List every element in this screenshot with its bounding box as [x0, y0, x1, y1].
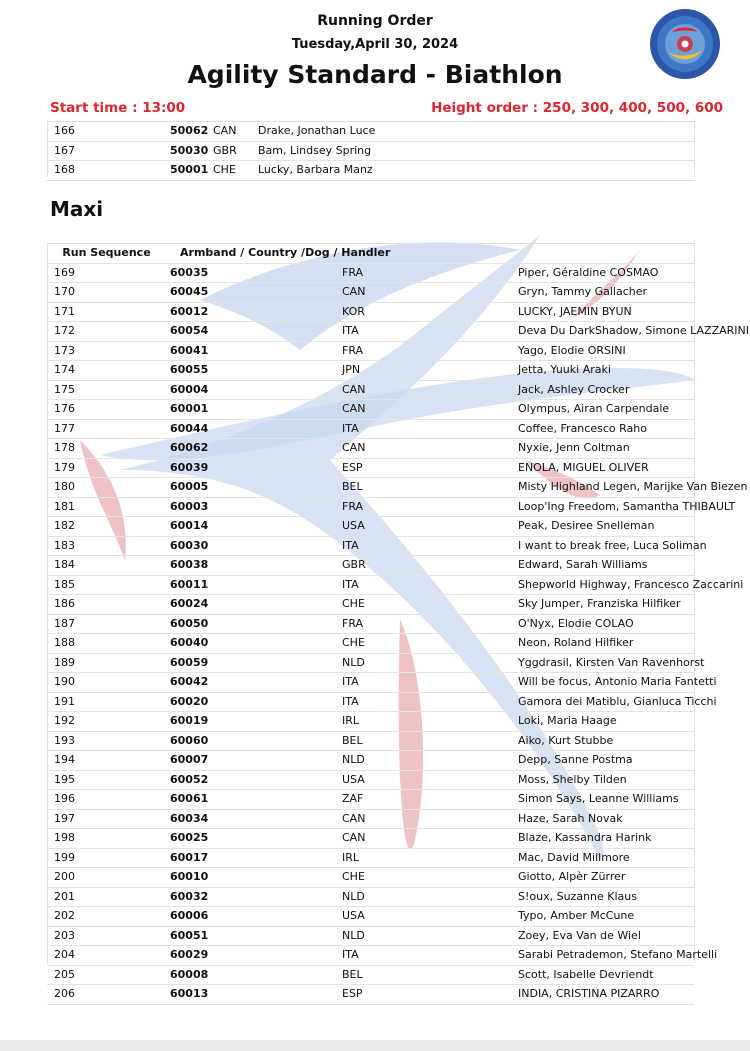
country-code: CHE: [342, 870, 365, 883]
run-sequence: 181: [54, 499, 75, 513]
armband-number: 60060: [170, 733, 209, 747]
country-code: CAN: [213, 124, 237, 137]
table-row: [47, 907, 694, 927]
armband-number: 60019: [170, 714, 209, 727]
armband-number: 50001: [170, 163, 209, 176]
dog-handler: Gamora dei Matiblu, Gianluca Ticchi: [518, 694, 717, 708]
dog-handler: ENOLA, MIGUEL OLIVER: [518, 460, 649, 474]
armband-number: 60010: [170, 870, 209, 883]
run-sequence: 202: [54, 909, 75, 922]
dog-handler: Typo, Amber McCune: [518, 909, 635, 922]
dog-handler: Simon Says, Leanne Williams: [518, 792, 679, 805]
country-code: ITA: [342, 694, 359, 708]
table-row: [47, 419, 694, 439]
dog-handler: I want to break free, Luca Soliman: [518, 538, 707, 552]
country-code: CHE: [213, 163, 236, 176]
country-code: FRA: [342, 343, 364, 357]
dog-handler: Scott, Isabelle Devriendt: [518, 967, 654, 981]
armband-number: 60051: [170, 928, 209, 942]
armband-number: 60005: [170, 480, 209, 493]
dog-handler: Loki, Maria Haage: [518, 714, 617, 727]
armband-number: 60004: [170, 382, 209, 396]
run-sequence: 171: [54, 304, 75, 318]
armband-number: 60062: [170, 441, 209, 454]
table-row: [47, 673, 694, 693]
table-row: [47, 770, 694, 790]
country-code: BEL: [342, 733, 363, 747]
armband-number: 60006: [170, 909, 209, 922]
dog-handler: Coffee, Francesco Raho: [518, 421, 647, 435]
table-row: [47, 122, 694, 142]
run-sequence: 193: [54, 733, 75, 747]
armband-number: 60042: [170, 675, 209, 688]
dog-handler: Giotto, Alpèr Zürrer: [518, 870, 626, 883]
armband-number: 60012: [170, 304, 209, 318]
country-code: IRL: [342, 850, 360, 864]
run-sequence: 192: [54, 714, 75, 727]
country-code: KOR: [342, 304, 365, 318]
run-sequence: 180: [54, 480, 75, 493]
table-row: [47, 517, 694, 537]
table-row: [47, 809, 694, 829]
run-sequence: 201: [54, 889, 75, 903]
country-code: JPN: [342, 363, 361, 376]
armband-number: 60061: [170, 792, 209, 805]
run-sequence: 169: [54, 265, 75, 279]
armband-number: 60055: [170, 363, 209, 376]
armband-number: 60032: [170, 889, 209, 903]
country-code: CAN: [342, 402, 366, 415]
run-sequence: 186: [54, 597, 75, 610]
country-code: ITA: [342, 538, 359, 552]
country-code: USA: [342, 909, 365, 922]
dog-handler: Bam, Lindsey Spring: [258, 143, 372, 157]
dog-handler: INDIA, CRISTINA PIZARRO: [518, 987, 660, 1000]
run-sequence: 172: [54, 324, 75, 337]
armband-number: 60059: [170, 655, 209, 669]
armband-number: 60045: [170, 285, 209, 298]
country-code: CAN: [342, 831, 366, 844]
country-code: NLD: [342, 655, 365, 669]
dog-handler: Yggdrasil, Kirsten Van Ravenhorst: [518, 655, 705, 669]
table-row: [47, 283, 694, 303]
armband-number: 50030: [170, 143, 209, 157]
table-row: [47, 985, 694, 1005]
table-row: [47, 263, 694, 283]
column-header-details: Armband / Country /Dog / Handler: [180, 246, 391, 259]
dog-handler: Olympus, Airan Carpendale: [518, 402, 670, 415]
table-row: [47, 946, 694, 966]
run-sequence: 187: [54, 616, 75, 630]
dog-handler: Peak, Desiree Snelleman: [518, 519, 655, 532]
dog-handler: Misty Highland Legen, Marijke Van Biezen: [518, 480, 748, 493]
country-code: USA: [342, 772, 365, 786]
armband-number: 60035: [170, 265, 209, 279]
table-header-row: [47, 244, 694, 264]
armband-number: 60008: [170, 967, 209, 981]
country-code: ESP: [342, 987, 363, 1000]
dog-handler: Shepworld Highway, Francesco Zaccarini: [518, 577, 744, 591]
run-sequence: 184: [54, 558, 75, 571]
table-row: [47, 400, 694, 420]
event-date: Tuesday,April 30, 2024: [291, 37, 459, 52]
dog-handler: Sky Jumper, Franziska Hilfiker: [518, 597, 681, 610]
run-sequence: 190: [54, 675, 75, 688]
run-sequence: 199: [54, 850, 75, 864]
country-code: USA: [342, 519, 365, 532]
armband-number: 50062: [170, 124, 209, 137]
dog-handler: Edward, Sarah Williams: [518, 558, 648, 571]
armband-number: 60029: [170, 948, 209, 961]
run-sequence: 168: [54, 163, 75, 176]
country-code: FRA: [342, 499, 364, 513]
country-code: ITA: [342, 324, 359, 337]
run-sequence: 198: [54, 831, 75, 844]
run-sequence: 188: [54, 636, 75, 649]
country-code: ITA: [342, 577, 359, 591]
table-row: [47, 731, 694, 751]
table-row: [47, 595, 694, 615]
country-code: GBR: [213, 143, 237, 157]
armband-number: 60020: [170, 694, 209, 708]
armband-number: 60040: [170, 636, 209, 649]
previous-class-table: [47, 121, 694, 181]
country-code: CAN: [342, 382, 366, 396]
dog-handler: Drake, Jonathan Luce: [258, 124, 376, 137]
armband-number: 60014: [170, 519, 209, 532]
dog-handler: Sarabi Petrademon, Stefano Martelli: [518, 948, 718, 961]
dog-handler: Haze, Sarah Novak: [518, 811, 623, 825]
table-row: [47, 161, 694, 181]
country-code: CHE: [342, 597, 365, 610]
dog-handler: O'Nyx, Elodie COLAO: [518, 616, 634, 630]
country-code: ESP: [342, 460, 363, 474]
table-row: [47, 887, 694, 907]
run-sequence: 182: [54, 519, 75, 532]
table-row: [47, 380, 694, 400]
dog-handler: Yago, Elodie ORSINI: [518, 343, 626, 357]
armband-number: 60025: [170, 831, 209, 844]
armband-number: 60007: [170, 753, 209, 766]
run-sequence: 177: [54, 421, 75, 435]
country-code: NLD: [342, 889, 365, 903]
armband-number: 60041: [170, 343, 209, 357]
dog-handler: Gryn, Tammy Gallacher: [518, 285, 648, 298]
dog-handler: Will be focus, Antonio Maria Fantetti: [518, 675, 717, 688]
table-row: [47, 926, 694, 946]
section-title: Maxi: [50, 197, 104, 221]
armband-number: 60038: [170, 558, 209, 571]
armband-number: 60052: [170, 772, 209, 786]
dog-handler: Aiko, Kurt Stubbe: [518, 733, 614, 747]
country-code: CHE: [342, 636, 365, 649]
table-row: [47, 497, 694, 517]
armband-number: 60013: [170, 987, 209, 1000]
page-title: Agility Standard - Biathlon: [187, 60, 563, 89]
country-code: ITA: [342, 948, 359, 961]
dog-handler: Blaze, Kassandra Harink: [518, 831, 652, 844]
dog-handler: Neon, Roland Hilfiker: [518, 636, 634, 649]
table-row: [47, 536, 694, 556]
dog-handler: Jack, Ashley Crocker: [518, 382, 630, 396]
run-sequence: 178: [54, 441, 75, 454]
armband-number: 60024: [170, 597, 209, 610]
start-time: Start time : 13:00: [50, 100, 186, 116]
document-subtitle: Running Order: [317, 13, 433, 29]
table-row: [47, 458, 694, 478]
table-row: [47, 692, 694, 712]
dog-handler: Jetta, Yuuki Araki: [518, 363, 611, 376]
dog-handler: Nyxie, Jenn Coltman: [518, 441, 630, 454]
table-row: [47, 965, 694, 985]
run-sequence: 166: [54, 124, 75, 137]
country-code: NLD: [342, 928, 365, 942]
armband-number: 60034: [170, 811, 209, 825]
table-row: [47, 653, 694, 673]
country-code: CAN: [342, 441, 366, 454]
country-code: NLD: [342, 753, 365, 766]
dog-handler: Deva Du DarkShadow, Simone LAZZARINI: [518, 324, 750, 337]
table-row: [47, 556, 694, 576]
dog-handler: LUCKY, JAEMIN BYUN: [518, 304, 632, 318]
country-code: GBR: [342, 558, 366, 571]
country-code: FRA: [342, 616, 364, 630]
run-sequence: 204: [54, 948, 75, 961]
country-code: ITA: [342, 421, 359, 435]
table-row: [47, 848, 694, 868]
armband-number: 60003: [170, 499, 209, 513]
run-sequence: 176: [54, 402, 75, 415]
run-sequence: 173: [54, 343, 75, 357]
country-code: IRL: [342, 714, 360, 727]
run-sequence: 195: [54, 772, 75, 786]
table-row: [47, 712, 694, 732]
country-code: ZAF: [342, 792, 364, 805]
table-row: [47, 322, 694, 342]
armband-number: 60044: [170, 421, 209, 435]
dog-handler: Depp, Sanne Postma: [518, 753, 633, 766]
height-order: Height order : 250, 300, 400, 500, 600: [431, 100, 723, 116]
run-sequence: 167: [54, 143, 75, 157]
table-row: [47, 634, 694, 654]
run-sequence: 185: [54, 577, 75, 591]
dog-handler: Piper, Géraldine COSMAO: [518, 265, 659, 279]
run-sequence: 200: [54, 870, 75, 883]
dog-handler: Mac, David Millmore: [518, 850, 630, 864]
armband-number: 60039: [170, 460, 209, 474]
table-row: [47, 439, 694, 459]
column-header-seq: Run Sequence: [62, 246, 151, 259]
run-sequence: 174: [54, 363, 75, 376]
armband-number: 60030: [170, 538, 209, 552]
dog-handler: Loop'Ing Freedom, Samantha THIBAULT: [518, 499, 736, 513]
armband-number: 60001: [170, 402, 209, 415]
country-code: CAN: [342, 285, 366, 298]
dog-handler: Moss, Shelby Tilden: [518, 772, 627, 786]
run-sequence: 191: [54, 694, 75, 708]
table-row: [47, 868, 694, 888]
country-code: BEL: [342, 967, 363, 981]
run-sequence: 205: [54, 967, 75, 981]
run-sequence: 203: [54, 928, 75, 942]
run-sequence: 179: [54, 460, 75, 474]
table-row: [47, 141, 694, 161]
armband-number: 60011: [170, 577, 209, 591]
table-row: [47, 478, 694, 498]
table-row: [47, 341, 694, 361]
armband-number: 60050: [170, 616, 209, 630]
running-order-table: [47, 243, 750, 1005]
table-row: [47, 302, 694, 322]
table-row: [47, 614, 694, 634]
run-sequence: 183: [54, 538, 75, 552]
run-sequence: 197: [54, 811, 75, 825]
table-row: [47, 751, 694, 771]
country-code: ITA: [342, 675, 359, 688]
run-sequence: 196: [54, 792, 75, 805]
table-row: [47, 790, 694, 810]
run-sequence: 206: [54, 987, 75, 1000]
table-row: [47, 361, 694, 381]
country-code: CAN: [342, 811, 366, 825]
run-sequence: 170: [54, 285, 75, 298]
table-row: [47, 575, 694, 595]
armband-number: 60017: [170, 850, 209, 864]
dog-handler: Lucky, Barbara Manz: [258, 163, 373, 176]
country-code: FRA: [342, 265, 364, 279]
table-row: [47, 829, 694, 849]
run-sequence: 175: [54, 382, 75, 396]
country-code: BEL: [342, 480, 363, 493]
dog-handler: S!oux, Suzanne Klaus: [518, 889, 637, 903]
dog-handler: Zoey, Eva Van de Wiel: [518, 928, 641, 942]
run-sequence: 189: [54, 655, 75, 669]
armband-number: 60054: [170, 324, 209, 337]
run-sequence: 194: [54, 753, 75, 766]
